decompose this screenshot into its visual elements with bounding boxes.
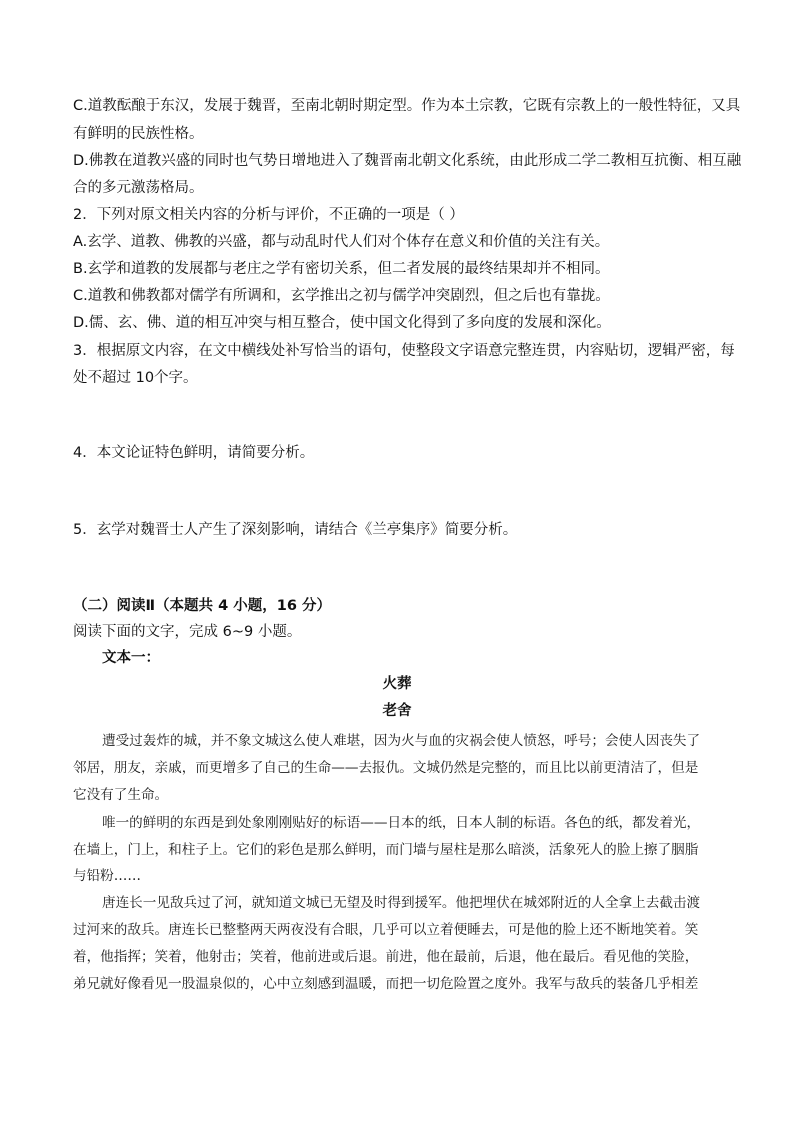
q4-stem: 4．本文论证特色鲜明，请简要分析。 bbox=[73, 445, 315, 461]
text-one-label: 文本一： bbox=[102, 650, 160, 666]
section2-heading: （二）阅读Ⅱ（本题共 4 小题，16 分） bbox=[73, 598, 331, 614]
q2-option-a: A.玄学、道教、佛教的兴盛，都与动乱时代人们对个体存在意义和价值的关注有关。 bbox=[73, 234, 610, 250]
section2-instruction: 阅读下面的文字，完成 6~9 小题。 bbox=[73, 624, 302, 640]
passage-author: 老舍 bbox=[382, 702, 412, 719]
para2-line1: 唯一的鲜明的东西是到处象刚刚贴好的标语——日本的纸，日本人制的标语。各色的纸，都发着光， bbox=[102, 815, 701, 831]
para3-line3: 着，他指挥；笑着，他射击；笑着，他前进或后退。前进，他在最前，后退，他在最后。看见他的笑脸， bbox=[73, 949, 699, 965]
para2-line2: 在墙上，门上，和柱子上。它们的彩色是那么鲜明，而门墙与屋柱是那么暗淡，活象死人的脸上擦了胭脂 bbox=[73, 842, 699, 858]
q2-option-d: D.儒、玄、佛、道的相互冲突与相互整合，使中国文化得到了多向度的发展和深化。 bbox=[73, 315, 611, 331]
para2-line3: 与铅粉…… bbox=[73, 868, 141, 884]
q1-option-d-line1: D.佛教在道教兴盛的同时也气势日增地进入了魏晋南北朝文化系统，由此形成二学二教相互抗衡、相互融 bbox=[73, 153, 742, 169]
q3-stem-line2: 处不超过 10个字。 bbox=[73, 370, 198, 386]
para1-line3: 它没有了生命。 bbox=[73, 787, 169, 803]
para3-line1: 唐连长一见敌兵过了河，就知道文城已无望及时得到援军。他把埋伏在城郊附近的人全拿上去截击渡 bbox=[102, 895, 701, 911]
q2-stem: 2．下列对原文相关内容的分析与评价，不正确的一项是（ ） bbox=[73, 207, 464, 223]
q2-option-c: C.道教和佛教都对儒学有所调和，玄学推出之初与儒学冲突剧烈，但之后也有靠拢。 bbox=[73, 288, 610, 304]
q2-option-b: B.玄学和道教的发展都与老庄之学有密切关系，但二者发展的最终结果却并不相同。 bbox=[73, 261, 610, 277]
q1-option-c-line2: 有鲜明的民族性格。 bbox=[73, 126, 204, 142]
q5-stem: 5．玄学对魏晋士人产生了深刻影响，请结合《兰亭集序》简要分析。 bbox=[73, 522, 518, 538]
q3-stem-line1: 3．根据原文内容，在文中横线处补写恰当的语句，使整段文字语意完整连贯，内容贴切，逻辑严密，每 bbox=[73, 343, 735, 359]
para3-line2: 过河来的敌兵。唐连长已整整两天两夜没有合眼，几乎可以立着便睡去，可是他的脸上还不断地笑着。笑 bbox=[73, 922, 699, 938]
q1-option-c-line1: C.道教酝酿于东汉，发展于魏晋，至南北朝时期定型。作为本土宗教，它既有宗教上的一般性特征，又具 bbox=[73, 98, 741, 114]
passage-title: 火葬 bbox=[382, 675, 412, 692]
para3-line4: 弟兄就好像看见一股温泉似的，心中立刻感到温暖，而把一切危险置之度外。我军与敌兵的装备几乎相差 bbox=[73, 976, 699, 992]
para1-line1: 遭受过轰炸的城，并不象文城这么使人难堪，因为火与血的灾祸会使人愤怒，呼号；会使人因丧失了 bbox=[102, 733, 701, 749]
para1-line2: 邻居，朋友，亲戚，而更增多了自己的生命——去报仇。文城仍然是完整的，而且比以前更清洁了，但是 bbox=[73, 760, 699, 776]
q1-option-d-line2: 合的多元激荡格局。 bbox=[73, 180, 204, 196]
